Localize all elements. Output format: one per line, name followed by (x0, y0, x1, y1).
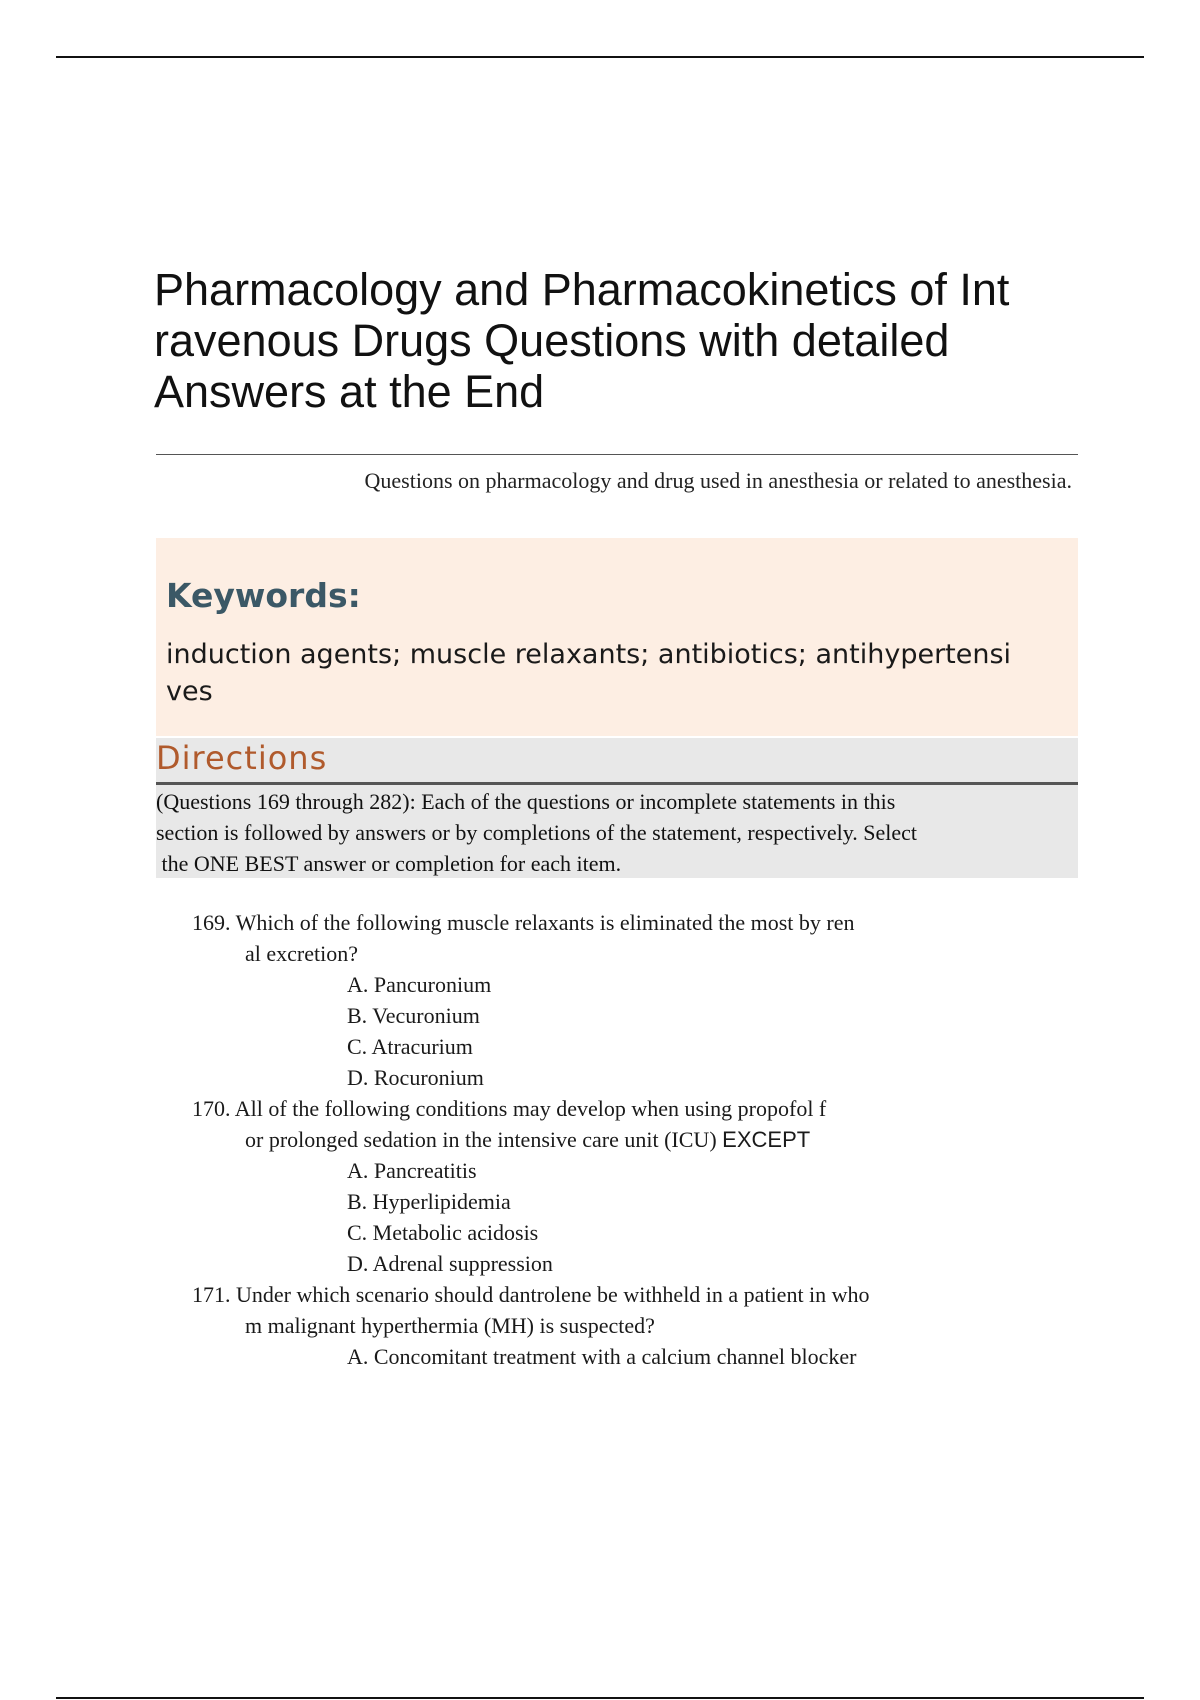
question-171 (192, 1279, 1092, 1372)
answer-option: D. Adrenal suppression (347, 1251, 553, 1276)
except-keyword: EXCEPT (722, 1127, 811, 1152)
question-stem: 170. All of the following conditions may develop when using propofol f (192, 1096, 827, 1121)
keywords-line: induction agents; muscle relaxants; antibiotics; antihypertensi (166, 639, 1012, 670)
answer-option: D. Rocuronium (347, 1065, 484, 1090)
title-line: Answers at the End (154, 366, 545, 417)
question-stem-text: m malignant hyperthermia (MH) is suspected? (245, 1313, 655, 1338)
directions-divider (156, 782, 1078, 785)
question-stem: 171. Under which scenario should dantrolene be withheld in a patient in who (192, 1282, 870, 1307)
question-stem-continued (192, 938, 1092, 969)
answer-option: B. Vecuronium (347, 1003, 480, 1028)
keywords-text (166, 636, 1071, 710)
keywords-box (156, 538, 1078, 736)
title-line: Pharmacology and Pharmacokinetics of Int (154, 264, 1010, 315)
directions-line: section is followed by answers or by completions of the statement, respectively. Select (156, 820, 918, 845)
document-subtitle: Questions on pharmacology and drug used in anesthesia or related to anesthesia. (364, 468, 1072, 493)
directions-line: (Questions 169 through 282): Each of the questions or incomplete statements in this (156, 789, 896, 814)
question-169 (192, 907, 1092, 1093)
answer-option: C. Metabolic acidosis (347, 1220, 539, 1245)
answer-option: A. Concomitant treatment with a calcium channel blocker (347, 1344, 857, 1369)
answer-option: A. Pancuronium (347, 972, 492, 997)
directions-line: the ONE BEST answer or completion for each item. (156, 851, 622, 876)
top-border-rule (56, 56, 1144, 58)
answer-option: C. Atracurium (347, 1034, 473, 1059)
question-stem-text: or prolonged sedation in the intensive care unit (ICU) (245, 1127, 723, 1152)
bottom-border-rule (56, 1697, 1144, 1699)
question-stem: 169. Which of the following muscle relaxants is eliminated the most by ren (192, 910, 855, 935)
answer-option: B. Hyperlipidemia (347, 1189, 511, 1214)
question-stem-continued (192, 1124, 1092, 1155)
question-stem-text: al excretion? (245, 941, 358, 966)
directions-heading: Directions (156, 739, 328, 777)
directions-text (156, 786, 1078, 879)
title-divider (156, 454, 1078, 455)
keywords-heading: Keywords: (166, 576, 361, 615)
document-title (154, 264, 1094, 417)
answer-option: A. Pancreatitis (347, 1158, 477, 1183)
title-line: ravenous Drugs Questions with detailed (154, 315, 950, 366)
directions-box (156, 738, 1078, 878)
keywords-line: ves (166, 676, 213, 707)
question-stem-continued (192, 1310, 1092, 1341)
question-list (192, 907, 1092, 1372)
question-170 (192, 1093, 1092, 1279)
